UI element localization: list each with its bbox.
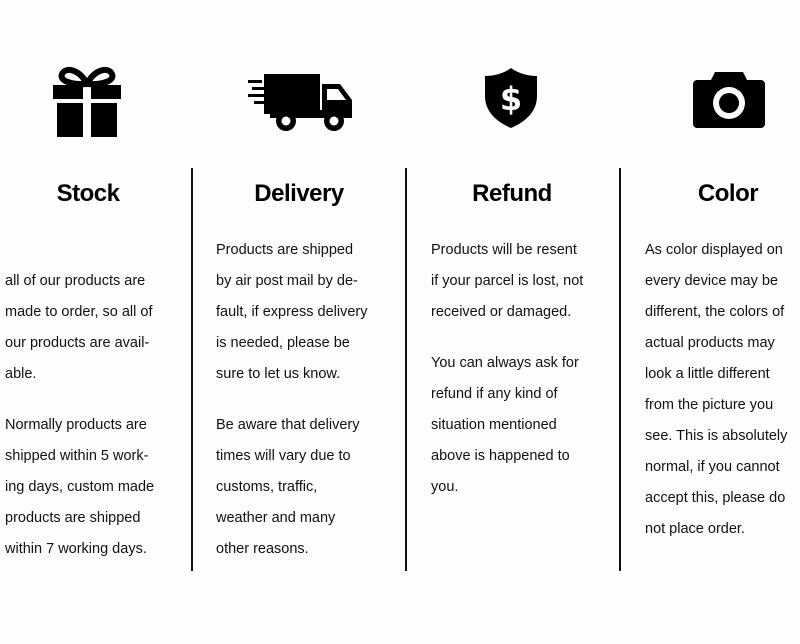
text-line: As color displayed on	[645, 242, 783, 258]
text-line: normal, if you cannot	[645, 459, 780, 475]
stock-title: Stock	[56, 180, 120, 207]
text-line: You can always ask for	[431, 355, 579, 371]
text-line: see. This is absolutely	[645, 428, 788, 444]
text-line: above is happened to	[431, 448, 570, 464]
paragraph-gap	[5, 390, 154, 410]
text-line: made to order, so all of	[5, 304, 153, 320]
delivery-title: Delivery	[254, 180, 344, 207]
svg-text:$: $	[499, 80, 523, 118]
paragraph-gap	[216, 390, 368, 410]
text-line: you.	[431, 479, 459, 495]
text-line: Be aware that delivery	[216, 417, 360, 433]
text-line: products are shipped	[5, 510, 141, 526]
text-line: different, the colors of	[645, 304, 785, 320]
text-line: weather and many	[216, 510, 336, 526]
text-line: shipped within 5 work-	[5, 448, 149, 464]
delivery-truck-icon	[248, 70, 352, 132]
text-line: able.	[5, 366, 37, 382]
column-divider	[405, 168, 407, 571]
dollar-shield-icon	[483, 66, 539, 130]
text-line: within 7 working days.	[5, 541, 147, 557]
refund-text	[431, 235, 583, 503]
camera-icon	[693, 70, 765, 128]
text-line: every device may be	[645, 273, 778, 289]
text-line: Products are shipped	[216, 242, 354, 258]
text-line: situation mentioned	[431, 417, 557, 433]
text-line: actual products may	[645, 335, 775, 351]
refund-title: Refund	[472, 180, 552, 207]
text-line: if your parcel is lost, not	[431, 273, 584, 289]
text-line: Products will be resent	[431, 242, 577, 258]
text-line: other reasons.	[216, 541, 309, 557]
text-line: sure to let us know.	[216, 366, 341, 382]
text-line: refund if any kind of	[431, 386, 558, 402]
text-line: customs, traffic,	[216, 479, 318, 495]
gift-icon	[52, 64, 122, 138]
color-title: Color	[697, 180, 759, 207]
text-line: all of our products are	[5, 273, 146, 289]
text-line: fault, if express delivery	[216, 304, 368, 320]
text-line: received or damaged.	[431, 304, 572, 320]
paragraph-gap	[431, 328, 583, 348]
text-line: Normally products are	[5, 417, 147, 433]
column-divider	[191, 168, 193, 571]
delivery-text	[216, 235, 368, 565]
text-line: look a little different	[645, 366, 770, 382]
text-line: by air post mail by de-	[216, 273, 358, 289]
text-line: not place order.	[645, 521, 745, 537]
stock-text	[5, 266, 154, 565]
text-line: accept this, please do	[645, 490, 786, 506]
text-line: our products are avail-	[5, 335, 150, 351]
text-line: times will vary due to	[216, 448, 351, 464]
text-line: ing days, custom made	[5, 479, 155, 495]
column-divider	[619, 168, 621, 571]
text-line: is needed, please be	[216, 335, 350, 351]
text-line: from the picture you	[645, 397, 774, 413]
color-text	[645, 235, 787, 545]
